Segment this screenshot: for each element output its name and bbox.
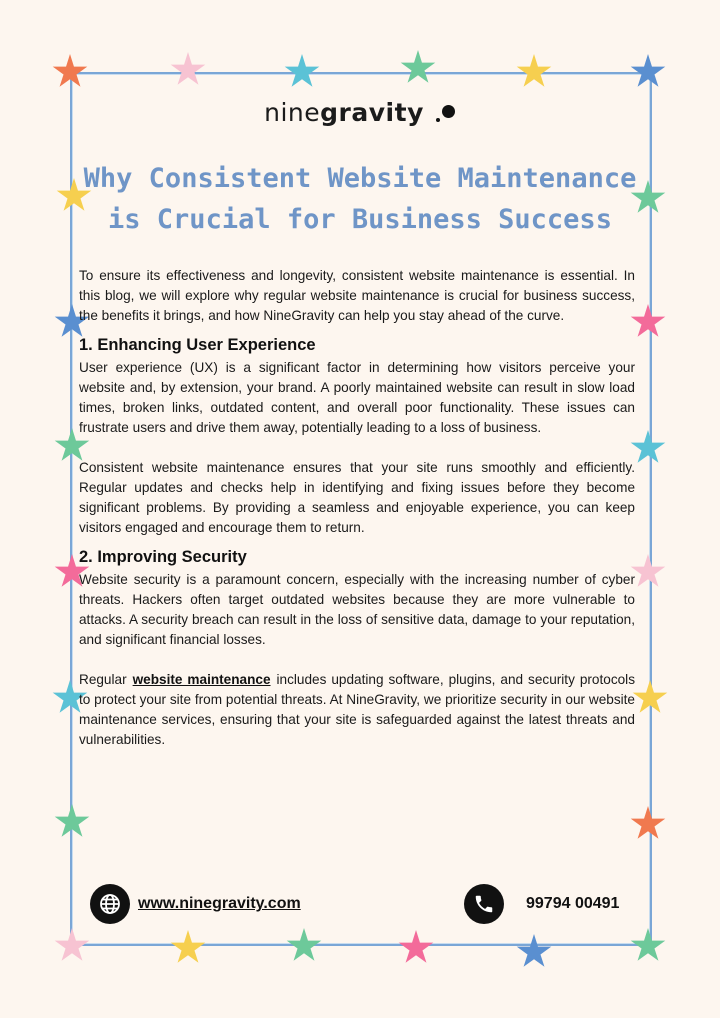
title-line-1: Why Consistent Website Maintenance — [83, 163, 637, 194]
globe-icon — [90, 884, 130, 924]
intro-paragraph: To ensure its effectiveness and longevity, consistent website maintenance is essential. In this blog, we will explore why regular website maintenance is crucial for business success, the benefits it brings, and how NineGravity can help you stay ahead of the curve. — [79, 268, 635, 323]
paragraph-text: includes updating software, plugins, and security protocols to protect your site from potential threats. At NineGravity, we prioritize security in our website maintenance services, ensuring that your site is safeguarded against the latest threats and vulnerabilities. — [79, 672, 635, 747]
ninegravity-logo — [0, 98, 720, 127]
website-link[interactable]: www.ninegravity.com — [138, 895, 301, 912]
logo-dots-icon — [436, 105, 456, 123]
phone-contact — [464, 884, 619, 924]
section-heading-security: 2. Improving Security — [79, 548, 247, 566]
website-contact — [90, 884, 301, 924]
section-heading-user-experience: 1. Enhancing User Experience — [79, 336, 316, 354]
article-body — [79, 266, 635, 750]
logo-text-suffix: gravity — [320, 98, 424, 127]
website-maintenance-link[interactable]: website maintenance — [132, 672, 271, 687]
section-paragraph: Consistent website maintenance ensures that your site runs smoothly and efficiently. Regular updates and checks help in identifying and fixing issues before they become significant problems. By providing a seamless and enjoyable experience, you can keep visitors engaged and encourage them to return. — [79, 460, 635, 535]
logo-text-prefix: nine — [264, 98, 321, 127]
section-paragraph: User experience (UX) is a significant factor in determining how visitors perceive your website and, by extension, your brand. A poorly maintained website can result in slow load times, broken links, outdated content, and overall poor functionality. These issues can frustrate users and drive them away, potentially leading to a loss of business. — [79, 360, 635, 435]
phone-icon — [464, 884, 504, 924]
title-line-2: is Crucial for Business Success — [108, 204, 612, 235]
section-paragraph — [79, 670, 635, 750]
section-paragraph: Website security is a paramount concern, especially with the increasing number of cyber threats. Hackers often target outdated websites because they are more vulnerable to attacks. A security breach can result in the loss of sensitive data, damage to your reputation, and significant financial losses. — [79, 572, 635, 647]
page-title — [70, 158, 650, 240]
paragraph-text: Regular — [79, 672, 127, 687]
phone-number: 99794 00491 — [526, 895, 620, 912]
